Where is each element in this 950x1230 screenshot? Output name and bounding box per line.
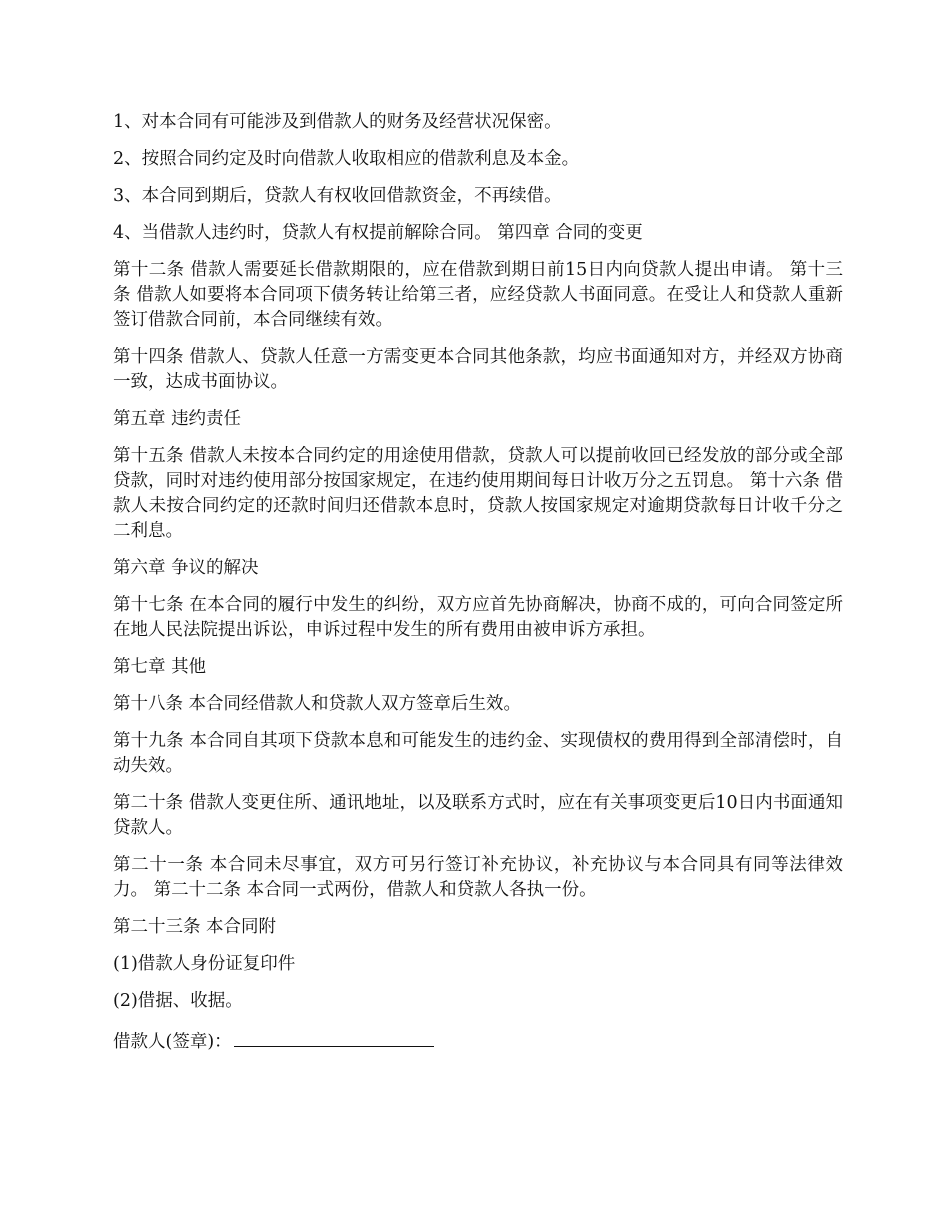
article-21-22: 第二十一条 本合同未尽事宜，双方可另行签订补充协议，补充协议与本合同具有同等法律效力。 第二十二条 本合同一式两份，借款人和贷款人各执一份。 [113,855,843,900]
clause-3: 3、本合同到期后，贷款人有权收回借款资金，不再续借。 [113,186,562,206]
article-20: 第二十条 借款人变更住所、通讯地址，以及联系方式时，应在有关事项变更后10日内书面通知贷款人。 [113,793,843,838]
article-15-16: 第十五条 借款人未按本合同约定的用途使用借款，贷款人可以提前收回已经发放的部分或全部贷款，同时对违约使用部分按国家规定，在违约使用期间每日计收万分之五罚息。 第十六条 借款人未按合同约定的还款时间归还借款本息时，贷款人按国家规定对逾期贷款每日计收千分之二利息。 [113,446,843,541]
article-17: 第十七条 在本合同的履行中发生的纠纷，双方应首先协商解决，协商不成的，可向合同签定所在地人民法院提出诉讼，申诉过程中发生的所有费用由被申诉方承担。 [113,595,843,640]
borrower-signature [113,1026,843,1055]
signature-label: 借款人(签章)： [113,1032,232,1052]
attachment-1: (1)借款人身份证复印件 [113,954,296,974]
article-12-13: 第十二条 借款人需要延长借款期限的，应在借款到期日前15日内向贷款人提出申请。 第十三条 借款人如要将本合同项下债务转让给第三者，应经贷款人书面同意。在受让人和贷款人重新签订借款合同前，本合同继续有效。 [113,260,843,330]
clause-1: 1、对本合同有可能涉及到借款人的财务及经营状况保密。 [113,112,562,132]
attachment-2: (2)借据、收据。 [113,991,243,1011]
article-19: 第十九条 本合同自其项下贷款本息和可能发生的违约金、实现债权的费用得到全部清偿时，自动失效。 [113,731,843,776]
clause-2: 2、按照合同约定及时向借款人收取相应的借款利息及本金。 [113,149,580,169]
chapter-7-heading: 第七章 其他 [113,657,207,677]
chapter-5-heading: 第五章 违约责任 [113,409,242,429]
clause-4: 4、当借款人违约时，贷款人有权提前解除合同。 第四章 合同的变更 [113,223,643,243]
chapter-6-heading: 第六章 争议的解决 [113,558,259,578]
article-18: 第十八条 本合同经借款人和贷款人双方签章后生效。 [113,694,522,714]
article-23: 第二十三条 本合同附 [113,917,277,937]
signature-blank-line [234,1026,434,1047]
document-page [113,110,843,1067]
article-14: 第十四条 借款人、贷款人任意一方需变更本合同其他条款，均应书面通知对方，并经双方协商一致，达成书面协议。 [113,347,843,392]
